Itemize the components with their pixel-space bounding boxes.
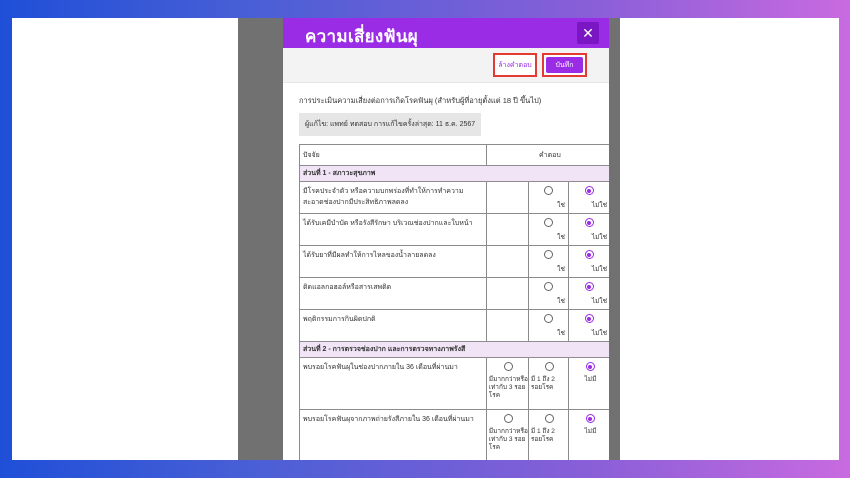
section-title: ส่วนที่ 1 - สภาวะสุขภาพ [300,166,610,182]
table-row [300,310,610,342]
caries-risk-modal [283,18,609,460]
option-2[interactable] [528,358,568,410]
option-yes-label: ใช่ [557,298,565,305]
radio-yes[interactable] [544,250,553,259]
save-button-label: บันทึก [546,57,583,73]
table-row [300,278,610,310]
radio[interactable] [504,362,513,371]
radio-yes[interactable] [544,218,553,227]
radio-yes[interactable] [544,314,553,323]
radio-no-selected[interactable] [585,282,594,291]
option-yes-label: ใช่ [557,266,565,273]
edit-meta: ผู้แก้ไข: แพทย์ ทดสอบ การแก้ไขครั้งล่าสุด: 11 ธ.ค. 2567 [299,113,481,136]
risk-table [299,144,609,460]
radio-yes[interactable] [544,282,553,291]
option-radio-wrap [489,362,528,374]
question-text: พฤติกรรมการกินผิดปกติ [300,310,487,342]
close-button[interactable] [577,22,599,44]
table-row [300,358,610,410]
radio-selected[interactable] [586,414,595,423]
option-radio-wrap [571,414,609,426]
option-label: มีมากกว่าหรือเท่ากับ 3 รอยโรค [488,376,528,399]
option-radio-wrap [571,362,609,374]
option-yes[interactable] [528,182,568,214]
table-row [300,246,610,278]
radio-selected[interactable] [586,362,595,371]
section-row [300,166,610,182]
option-label: ไม่มี [584,428,597,435]
option-no[interactable] [568,246,609,278]
option-no[interactable] [568,214,609,246]
option-yes-label: ใช่ [557,202,565,209]
empty-cell [486,278,528,310]
option-yes-label: ใช่ [557,330,565,337]
option-no-label: ไม่ใช่ [591,234,607,241]
screen-canvas [12,18,839,460]
option-no[interactable] [568,278,609,310]
radio-yes[interactable] [544,186,553,195]
section-title: ส่วนที่ 2 - การตรวจช่องปาก และการตรวจทางภาพรังสี [300,342,610,358]
radio-no-selected[interactable] [585,314,594,323]
option-2[interactable] [528,410,568,461]
radio-no-selected[interactable] [585,186,594,195]
question-text: ติดแอลกอฮอล์หรือสารเสพติด [300,278,487,310]
empty-cell [486,182,528,214]
form-body [283,83,609,460]
option-yes[interactable] [528,214,568,246]
radio[interactable] [545,414,554,423]
option-no-label: ไม่ใช่ [591,298,607,305]
question-text: มีโรคประจำตัว หรือความบกพร่องที่ทำให้การทำความสะอาดช่องปากมีประสิทธิภาพลดลง [300,182,487,214]
factor-header: ปัจจัย [300,145,487,166]
clear-answers-button[interactable]: ล้างคำตอบ [493,53,537,77]
option-label: ไม่มี [584,376,597,383]
option-1[interactable] [486,358,528,410]
table-header [300,145,610,166]
radio-no-selected[interactable] [585,218,594,227]
radio[interactable] [504,414,513,423]
option-yes[interactable] [528,246,568,278]
radio-no-selected[interactable] [585,250,594,259]
empty-cell [486,214,528,246]
modal-header [283,18,609,48]
empty-cell [486,310,528,342]
question-text: ได้รับเคมีบำบัด หรือรังสีรักษา บริเวณช่องปากและใบหน้า [300,214,487,246]
option-no-label: ไม่ใช่ [591,266,607,273]
option-radio-wrap [531,362,568,374]
option-3[interactable] [568,410,609,461]
form-description: การประเมินความเสี่ยงต่อการเกิดโรคฟันผุ (สำหรับผู้ที่อายุตั้งแต่ 18 ปี ขึ้นไป) [299,96,542,105]
modal-title: ความเสี่ยงฟันผุ [305,27,419,46]
save-button[interactable] [542,53,587,77]
option-yes-label: ใช่ [557,234,565,241]
question-text: พบรอยโรคฟันผุจากภาพถ่ายรังสีภายใน 36 เดือนที่ผ่านมา [300,410,487,461]
option-radio-wrap [489,414,528,426]
option-label: มี 1 ถึง 2 รอยโรค [530,376,555,391]
option-label: มีมากกว่าหรือเท่ากับ 3 รอยโรค [488,428,528,451]
modal-toolbar [283,48,609,83]
table-row [300,214,610,246]
option-3[interactable] [568,358,609,410]
option-no-label: ไม่ใช่ [591,202,607,209]
option-no[interactable] [568,310,609,342]
close-icon: ✕ [582,25,594,41]
option-no-label: ไม่ใช่ [591,330,607,337]
option-radio-wrap [531,414,568,426]
answer-header: คำตอบ [486,145,609,166]
empty-cell [486,246,528,278]
table-row [300,410,610,461]
section-row [300,342,610,358]
option-yes[interactable] [528,310,568,342]
radio[interactable] [545,362,554,371]
option-yes[interactable] [528,278,568,310]
table-row [300,182,610,214]
question-text: ได้รับยาที่มีผลทำให้การไหลของน้ำลายลดลง [300,246,487,278]
option-no[interactable] [568,182,609,214]
question-text: พบรอยโรคฟันผุในช่องปากภายใน 36 เดือนที่ผ่านมา [300,358,487,410]
option-1[interactable] [486,410,528,461]
option-label: มี 1 ถึง 2 รอยโรค [530,428,555,443]
